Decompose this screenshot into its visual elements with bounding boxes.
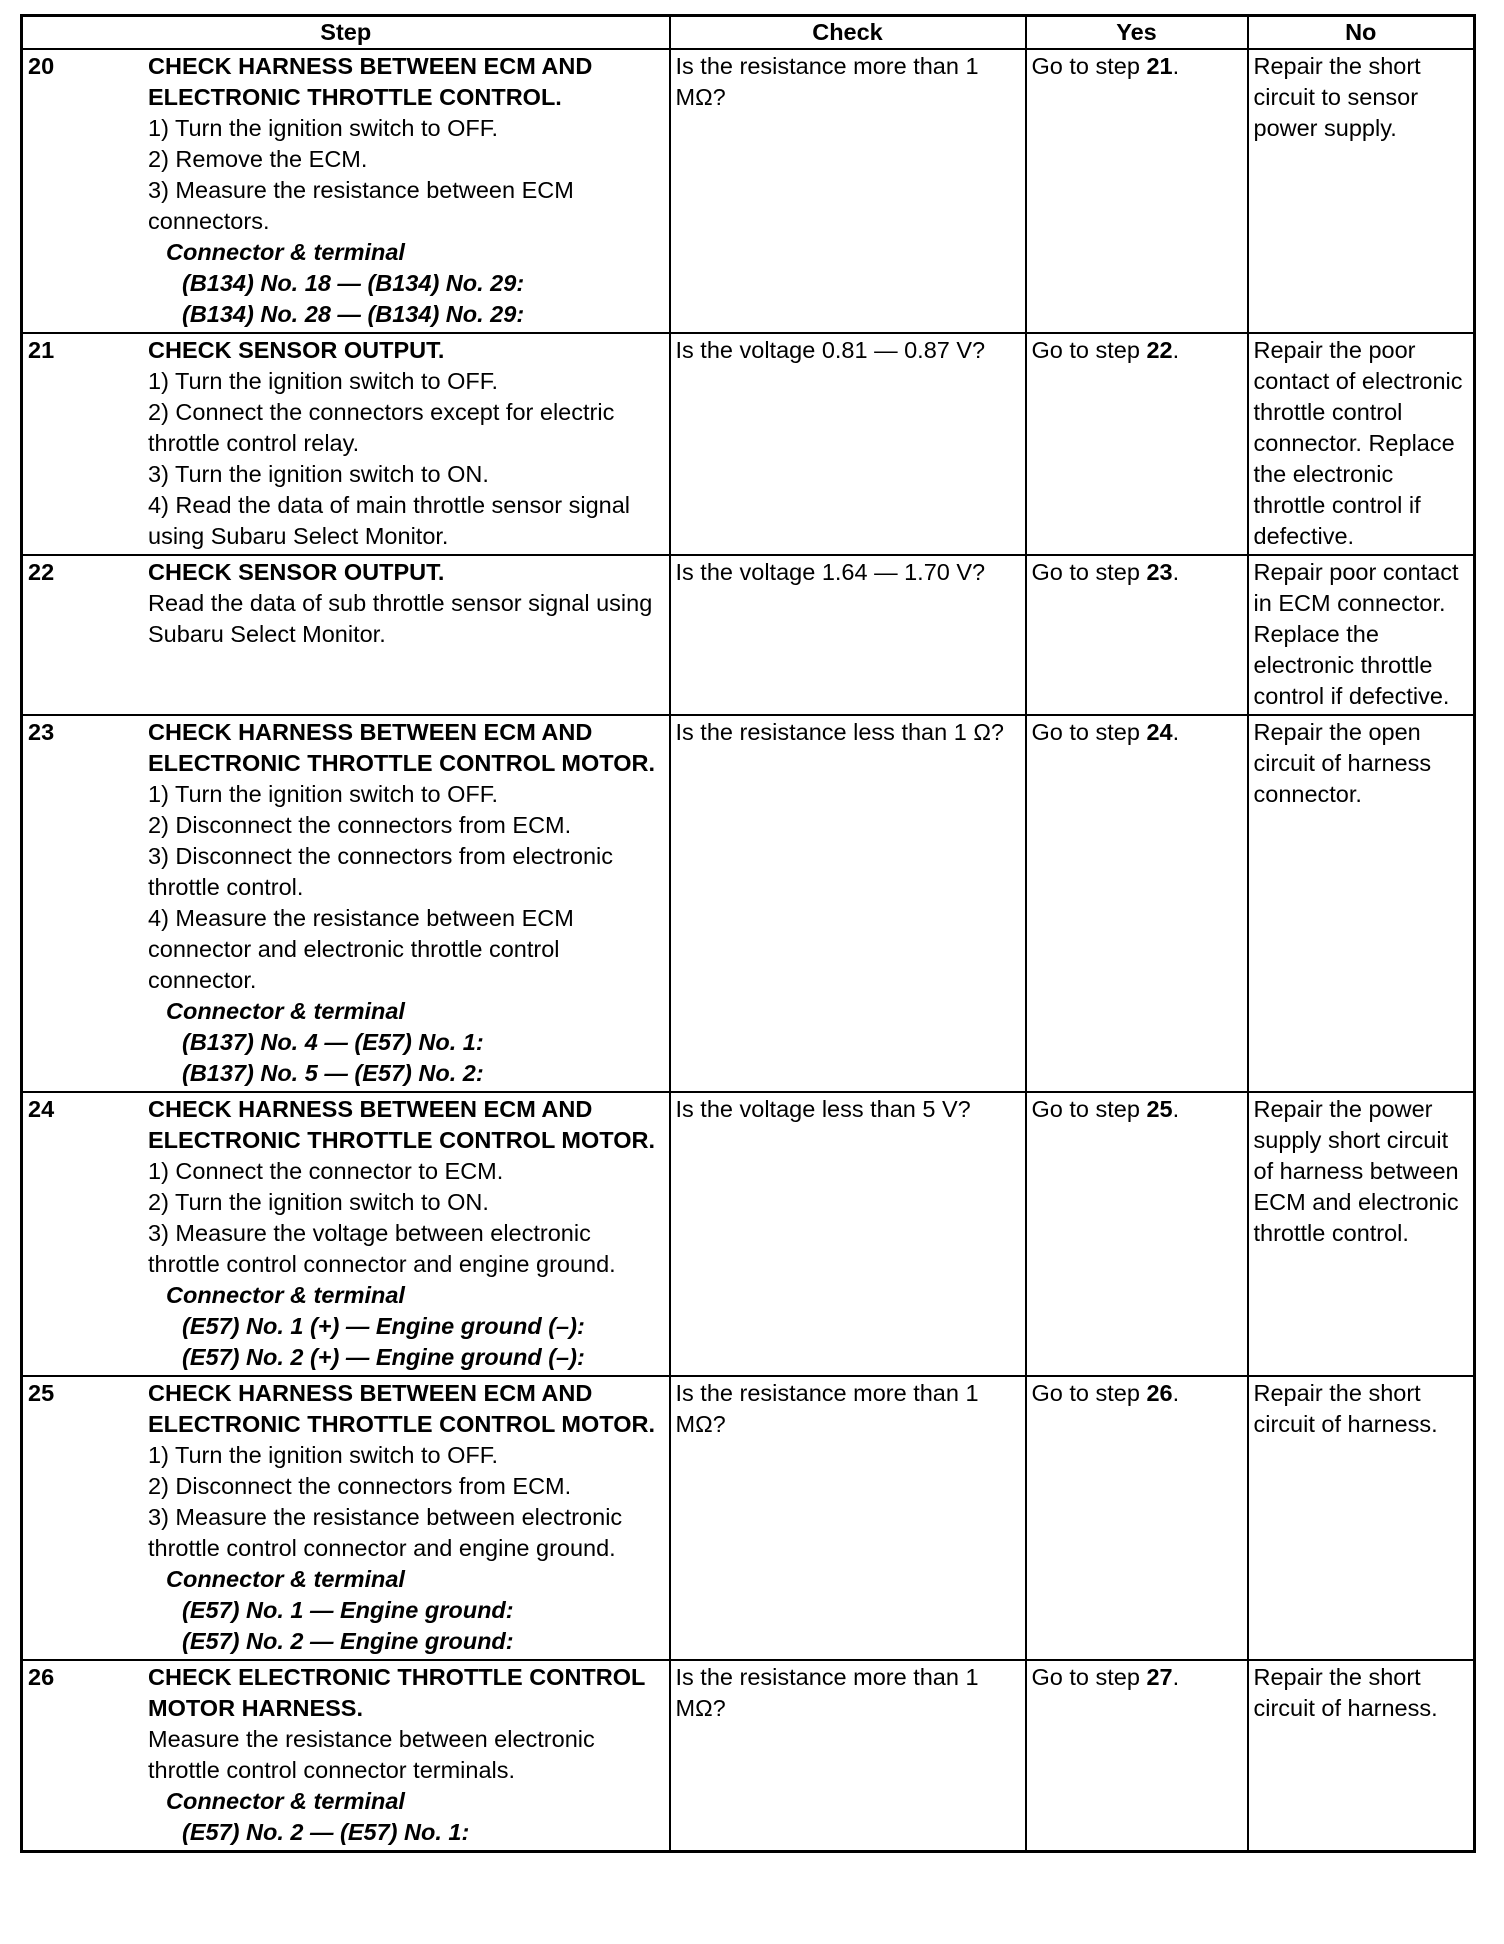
header-check: Check (670, 16, 1026, 50)
step-number: 23 (28, 719, 55, 745)
yes-step-number: 25 (1146, 1096, 1173, 1122)
step-instruction: 4) Measure the resistance between ECM connector and electronic throttle control connector. (148, 905, 574, 993)
table-row (22, 333, 1475, 555)
table-row (22, 1376, 1475, 1660)
table-row (22, 1092, 1475, 1376)
connector-terminal-spec: (E57) No. 2 (+) — Engine ground (–): (182, 1344, 585, 1370)
step-cell-layout (28, 51, 664, 330)
check-cell: Is the resistance more than 1 MΩ? (670, 49, 1026, 333)
step-instruction: 2) Connect the connectors except for electric throttle control relay. (148, 399, 615, 456)
yes-suffix: . (1172, 1380, 1180, 1406)
check-cell: Is the voltage 1.64 — 1.70 V? (670, 555, 1026, 715)
step-cell (22, 1092, 670, 1376)
yes-cell (1026, 49, 1248, 333)
table-row (22, 715, 1475, 1092)
step-instruction: 2) Disconnect the connectors from ECM. (148, 812, 572, 838)
step-cell (22, 49, 670, 333)
connector-terminal-heading: Connector & terminal (166, 1282, 405, 1308)
step-title: CHECK HARNESS BETWEEN ECM AND ELECTRONIC THROTTLE CONTROL MOTOR. (148, 1096, 655, 1153)
step-cell-layout (28, 557, 664, 650)
connector-terminal-spec: (B134) No. 28 — (B134) No. 29: (182, 301, 525, 327)
connector-terminal-heading: Connector & terminal (166, 1566, 405, 1592)
step-number: 20 (28, 53, 55, 79)
check-cell: Is the voltage 0.81 — 0.87 V? (670, 333, 1026, 555)
step-title: CHECK SENSOR OUTPUT. (148, 337, 445, 363)
step-instruction: 1) Turn the ignition switch to OFF. (148, 115, 499, 141)
check-cell: Is the resistance more than 1 MΩ? (670, 1376, 1026, 1660)
yes-prefix: Go to step (1031, 719, 1147, 745)
step-cell-layout (28, 717, 664, 1089)
step-number: 22 (28, 559, 55, 585)
check-cell: Is the resistance more than 1 MΩ? (670, 1660, 1026, 1852)
no-cell: Repair the short circuit of harness. (1248, 1376, 1475, 1660)
diagnostic-table (20, 14, 1476, 1853)
connector-terminal-spec: (B137) No. 5 — (E57) No. 2: (182, 1060, 484, 1086)
connector-terminal-spec: (B134) No. 18 — (B134) No. 29: (182, 270, 525, 296)
step-instruction: 3) Disconnect the connectors from electronic throttle control. (148, 843, 613, 900)
no-cell: Repair the short circuit of harness. (1248, 1660, 1475, 1852)
table-row (22, 49, 1475, 333)
yes-prefix: Go to step (1031, 1664, 1147, 1690)
step-body (148, 335, 664, 552)
yes-prefix: Go to step (1031, 559, 1147, 585)
step-cell (22, 1660, 670, 1852)
connector-terminal-spec: (E57) No. 1 (+) — Engine ground (–): (182, 1313, 585, 1339)
step-instruction: 3) Measure the resistance between ECM connectors. (148, 177, 574, 234)
step-title: CHECK HARNESS BETWEEN ECM AND ELECTRONIC THROTTLE CONTROL MOTOR. (148, 719, 655, 776)
no-cell: Repair poor contact in ECM connector. Replace the electronic throttle control if defective. (1248, 555, 1475, 715)
header-step: Step (22, 16, 670, 50)
step-cell-layout (28, 1378, 664, 1657)
step-instruction: 3) Turn the ignition switch to ON. (148, 461, 489, 487)
step-number: 26 (28, 1664, 55, 1690)
yes-cell (1026, 333, 1248, 555)
step-cell (22, 1376, 670, 1660)
connector-terminal-spec: (E57) No. 2 — (E57) No. 1: (182, 1819, 470, 1845)
yes-prefix: Go to step (1031, 1380, 1147, 1406)
yes-cell (1026, 1376, 1248, 1660)
yes-suffix: . (1172, 1664, 1180, 1690)
step-number: 21 (28, 337, 55, 363)
yes-suffix: . (1172, 53, 1180, 79)
yes-step-number: 23 (1146, 559, 1173, 585)
connector-terminal-heading: Connector & terminal (166, 998, 405, 1024)
yes-suffix: . (1172, 337, 1180, 363)
step-body (148, 1662, 664, 1848)
step-instruction: 1) Turn the ignition switch to OFF. (148, 781, 499, 807)
yes-step-number: 21 (1146, 53, 1173, 79)
yes-prefix: Go to step (1031, 53, 1147, 79)
header-yes: Yes (1026, 16, 1248, 50)
step-title: CHECK ELECTRONIC THROTTLE CONTROL MOTOR HARNESS. (148, 1664, 645, 1721)
yes-step-number: 26 (1146, 1380, 1173, 1406)
check-cell: Is the resistance less than 1 Ω? (670, 715, 1026, 1092)
yes-cell (1026, 1660, 1248, 1852)
step-instruction: 2) Remove the ECM. (148, 146, 368, 172)
connector-terminal-spec: (E57) No. 2 — Engine ground: (182, 1628, 514, 1654)
step-title: CHECK SENSOR OUTPUT. (148, 559, 445, 585)
yes-cell (1026, 555, 1248, 715)
step-instruction: Measure the resistance between electronic throttle control connector terminals. (148, 1726, 595, 1783)
no-cell: Repair the poor contact of electronic throttle control connector. Replace the electronic throttle control if defective. (1248, 333, 1475, 555)
table-header-row (22, 16, 1475, 50)
step-cell (22, 715, 670, 1092)
step-instruction: 4) Read the data of main throttle sensor signal using Subaru Select Monitor. (148, 492, 631, 549)
step-title: CHECK HARNESS BETWEEN ECM AND ELECTRONIC THROTTLE CONTROL. (148, 53, 593, 110)
step-instruction: 1) Turn the ignition switch to OFF. (148, 368, 499, 394)
no-cell: Repair the short circuit to sensor power supply. (1248, 49, 1475, 333)
connector-terminal-spec: (B137) No. 4 — (E57) No. 1: (182, 1029, 484, 1055)
connector-terminal-spec: (E57) No. 1 — Engine ground: (182, 1597, 514, 1623)
step-body (148, 51, 664, 330)
step-cell (22, 555, 670, 715)
step-body (148, 1094, 664, 1373)
step-cell-layout (28, 1094, 664, 1373)
diagnostic-table-container (20, 14, 1473, 1853)
connector-terminal-heading: Connector & terminal (166, 1788, 405, 1814)
yes-cell (1026, 715, 1248, 1092)
yes-prefix: Go to step (1031, 1096, 1147, 1122)
yes-suffix: . (1172, 719, 1180, 745)
check-cell: Is the voltage less than 5 V? (670, 1092, 1026, 1376)
yes-step-number: 24 (1146, 719, 1173, 745)
step-instruction: 1) Connect the connector to ECM. (148, 1158, 504, 1184)
step-cell (22, 333, 670, 555)
step-body (148, 717, 664, 1089)
step-body (148, 1378, 664, 1657)
header-no: No (1248, 16, 1475, 50)
step-instruction: 3) Measure the voltage between electronic throttle control connector and engine ground. (148, 1220, 616, 1277)
yes-suffix: . (1172, 559, 1180, 585)
step-instruction: 3) Measure the resistance between electronic throttle control connector and engine ground. (148, 1504, 623, 1561)
no-cell: Repair the power supply short circuit of harness between ECM and electronic throttle control. (1248, 1092, 1475, 1376)
table-row (22, 1660, 1475, 1852)
yes-prefix: Go to step (1031, 337, 1147, 363)
table-row (22, 555, 1475, 715)
connector-terminal-heading: Connector & terminal (166, 239, 405, 265)
step-number: 24 (28, 1096, 55, 1122)
yes-step-number: 22 (1146, 337, 1173, 363)
step-cell-layout (28, 335, 664, 552)
yes-suffix: . (1172, 1096, 1180, 1122)
step-title: CHECK HARNESS BETWEEN ECM AND ELECTRONIC THROTTLE CONTROL MOTOR. (148, 1380, 655, 1437)
step-instruction: 2) Disconnect the connectors from ECM. (148, 1473, 572, 1499)
step-instruction: Read the data of sub throttle sensor signal using Subaru Select Monitor. (148, 590, 653, 647)
step-cell-layout (28, 1662, 664, 1848)
yes-step-number: 27 (1146, 1664, 1173, 1690)
step-instruction: 1) Turn the ignition switch to OFF. (148, 1442, 499, 1468)
step-instruction: 2) Turn the ignition switch to ON. (148, 1189, 489, 1215)
no-cell: Repair the open circuit of harness connector. (1248, 715, 1475, 1092)
yes-cell (1026, 1092, 1248, 1376)
step-number: 25 (28, 1380, 55, 1406)
step-body (148, 557, 664, 650)
table-body (22, 49, 1475, 1852)
